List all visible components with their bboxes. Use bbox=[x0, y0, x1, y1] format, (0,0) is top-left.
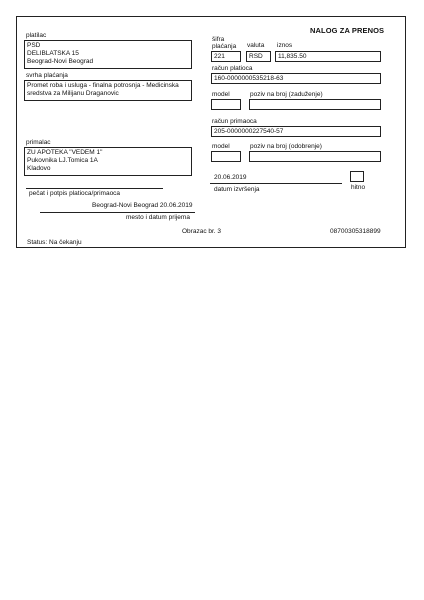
model-debit-label: model bbox=[212, 91, 230, 98]
model-credit-field[interactable] bbox=[211, 151, 241, 162]
form-title: NALOG ZA PRENOS bbox=[310, 26, 385, 35]
model-debit-field[interactable] bbox=[211, 99, 241, 110]
reference-debit-label: poziv na broj (zaduženje) bbox=[250, 91, 323, 98]
reference-credit-label: poziv na broj (odobrenje) bbox=[250, 143, 322, 150]
signature-line bbox=[26, 188, 163, 189]
place-date-line bbox=[40, 212, 195, 213]
signature-label: pečat i potpis platioca/primaoca bbox=[29, 190, 121, 197]
status-text: Status: Na čekanju bbox=[27, 239, 82, 246]
amount-label: iznos bbox=[277, 42, 293, 49]
execution-date-value: 20.06.2019 bbox=[214, 174, 247, 181]
recipient-account-label: račun primaoca bbox=[212, 118, 257, 125]
execution-date-line bbox=[210, 183, 342, 184]
payer-account-field[interactable]: 160-0000000535218-63 bbox=[211, 73, 381, 84]
form-number: Obrazac br. 3 bbox=[182, 228, 222, 235]
place-date-label: mesto i datum prijema bbox=[126, 214, 190, 221]
urgent-checkbox[interactable] bbox=[350, 171, 364, 182]
recipient-field[interactable]: ZU APOTEKA "VEDEM 1" Pukovnika LJ.Tomica 1A Kladovo bbox=[24, 147, 192, 176]
reference-debit-field[interactable] bbox=[249, 99, 381, 110]
recipient-account-field[interactable]: 205-0000000227540-57 bbox=[211, 126, 381, 137]
place-date-value: Beograd-Novi Beograd 20.06.2019 bbox=[92, 202, 193, 209]
currency-field[interactable]: RSD bbox=[246, 51, 271, 62]
amount-field[interactable]: 11,835.50 bbox=[275, 51, 381, 62]
payer-field[interactable]: PSD DELIBLATSKA 15 Beograd-Novi Beograd bbox=[24, 40, 192, 69]
payment-code-field[interactable]: 221 bbox=[211, 51, 241, 62]
payer-label: platilac bbox=[26, 32, 47, 39]
reference-credit-field[interactable] bbox=[249, 151, 381, 162]
document-number: 08700305318899 bbox=[330, 228, 381, 235]
execution-date-label: datum izvršenja bbox=[214, 186, 260, 193]
urgent-label: hitno bbox=[351, 184, 366, 191]
recipient-label: primalac bbox=[26, 139, 51, 146]
purpose-label: svrha plaćanja bbox=[26, 72, 68, 79]
currency-label: valuta bbox=[247, 42, 265, 49]
purpose-field[interactable]: Promet roba i usluga - finalna potrosnja - Medicinska sredstva za Milijanu Draganovic bbox=[24, 80, 192, 101]
model-credit-label: model bbox=[212, 143, 230, 150]
payment-code-label: šifra plaćanja bbox=[212, 36, 237, 50]
payer-account-label: račun platioca bbox=[212, 65, 253, 72]
